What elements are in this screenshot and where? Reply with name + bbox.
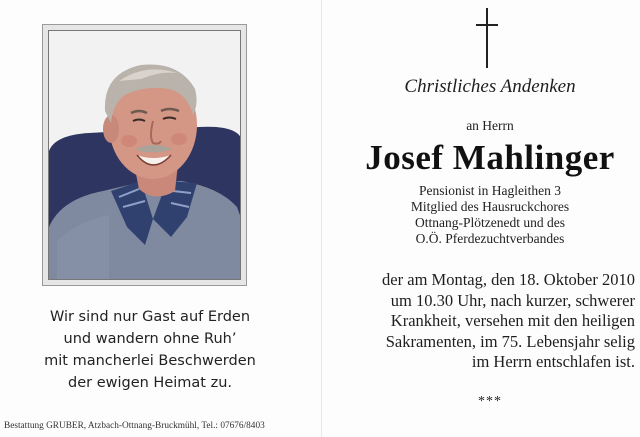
poem-line: der ewigen Heimat zu. (68, 375, 232, 391)
funeral-home-footer: Bestattung GRUBER, Atzbach-Ottnang-Bruckmühl, Tel.: 07676/8403 (4, 421, 265, 431)
description-line: Pensionist in Hagleithen 3 (418, 183, 562, 198)
memorial-poem (20, 306, 280, 394)
death-notice-line: Krankheit, versehen mit den heiligen (390, 311, 635, 330)
death-notice-line: der am Montag, den 18. Oktober 2010 (382, 270, 635, 289)
death-notice (335, 270, 635, 373)
portrait-photo (48, 30, 241, 280)
death-notice-line: im Herrn entschlafen ist. (471, 352, 635, 371)
poem-line: Wir sind nur Gast auf Erden (49, 309, 251, 325)
memorial-greeting: Christliches Andenken (404, 76, 576, 97)
death-notice-line: um 10.30 Uhr, nach kurzer, schwerer (390, 290, 635, 310)
card-fold-line (321, 0, 322, 437)
deceased-description (330, 183, 640, 247)
deceased-name: Josef Mahlinger (365, 138, 615, 177)
death-notice-line: Sakramenten, im 75. Lebensjahr selig (385, 331, 635, 351)
portrait-illustration (49, 31, 241, 280)
portrait-frame (42, 24, 247, 286)
latin-cross-icon (474, 8, 500, 68)
description-line: Mitglied des Hausruckchores (410, 199, 570, 214)
poem-line: und wandern ohne Ruh’ (63, 331, 237, 347)
asterisk-divider: *** (478, 394, 502, 409)
description-line: O.Ö. Pferdezuchtverbandes (415, 231, 565, 246)
description-line: Ottnang-Plötzenedt und des (415, 215, 565, 230)
poem-line: mit mancherlei Beschwerden (44, 353, 256, 369)
salutation: an Herrn (466, 118, 514, 133)
